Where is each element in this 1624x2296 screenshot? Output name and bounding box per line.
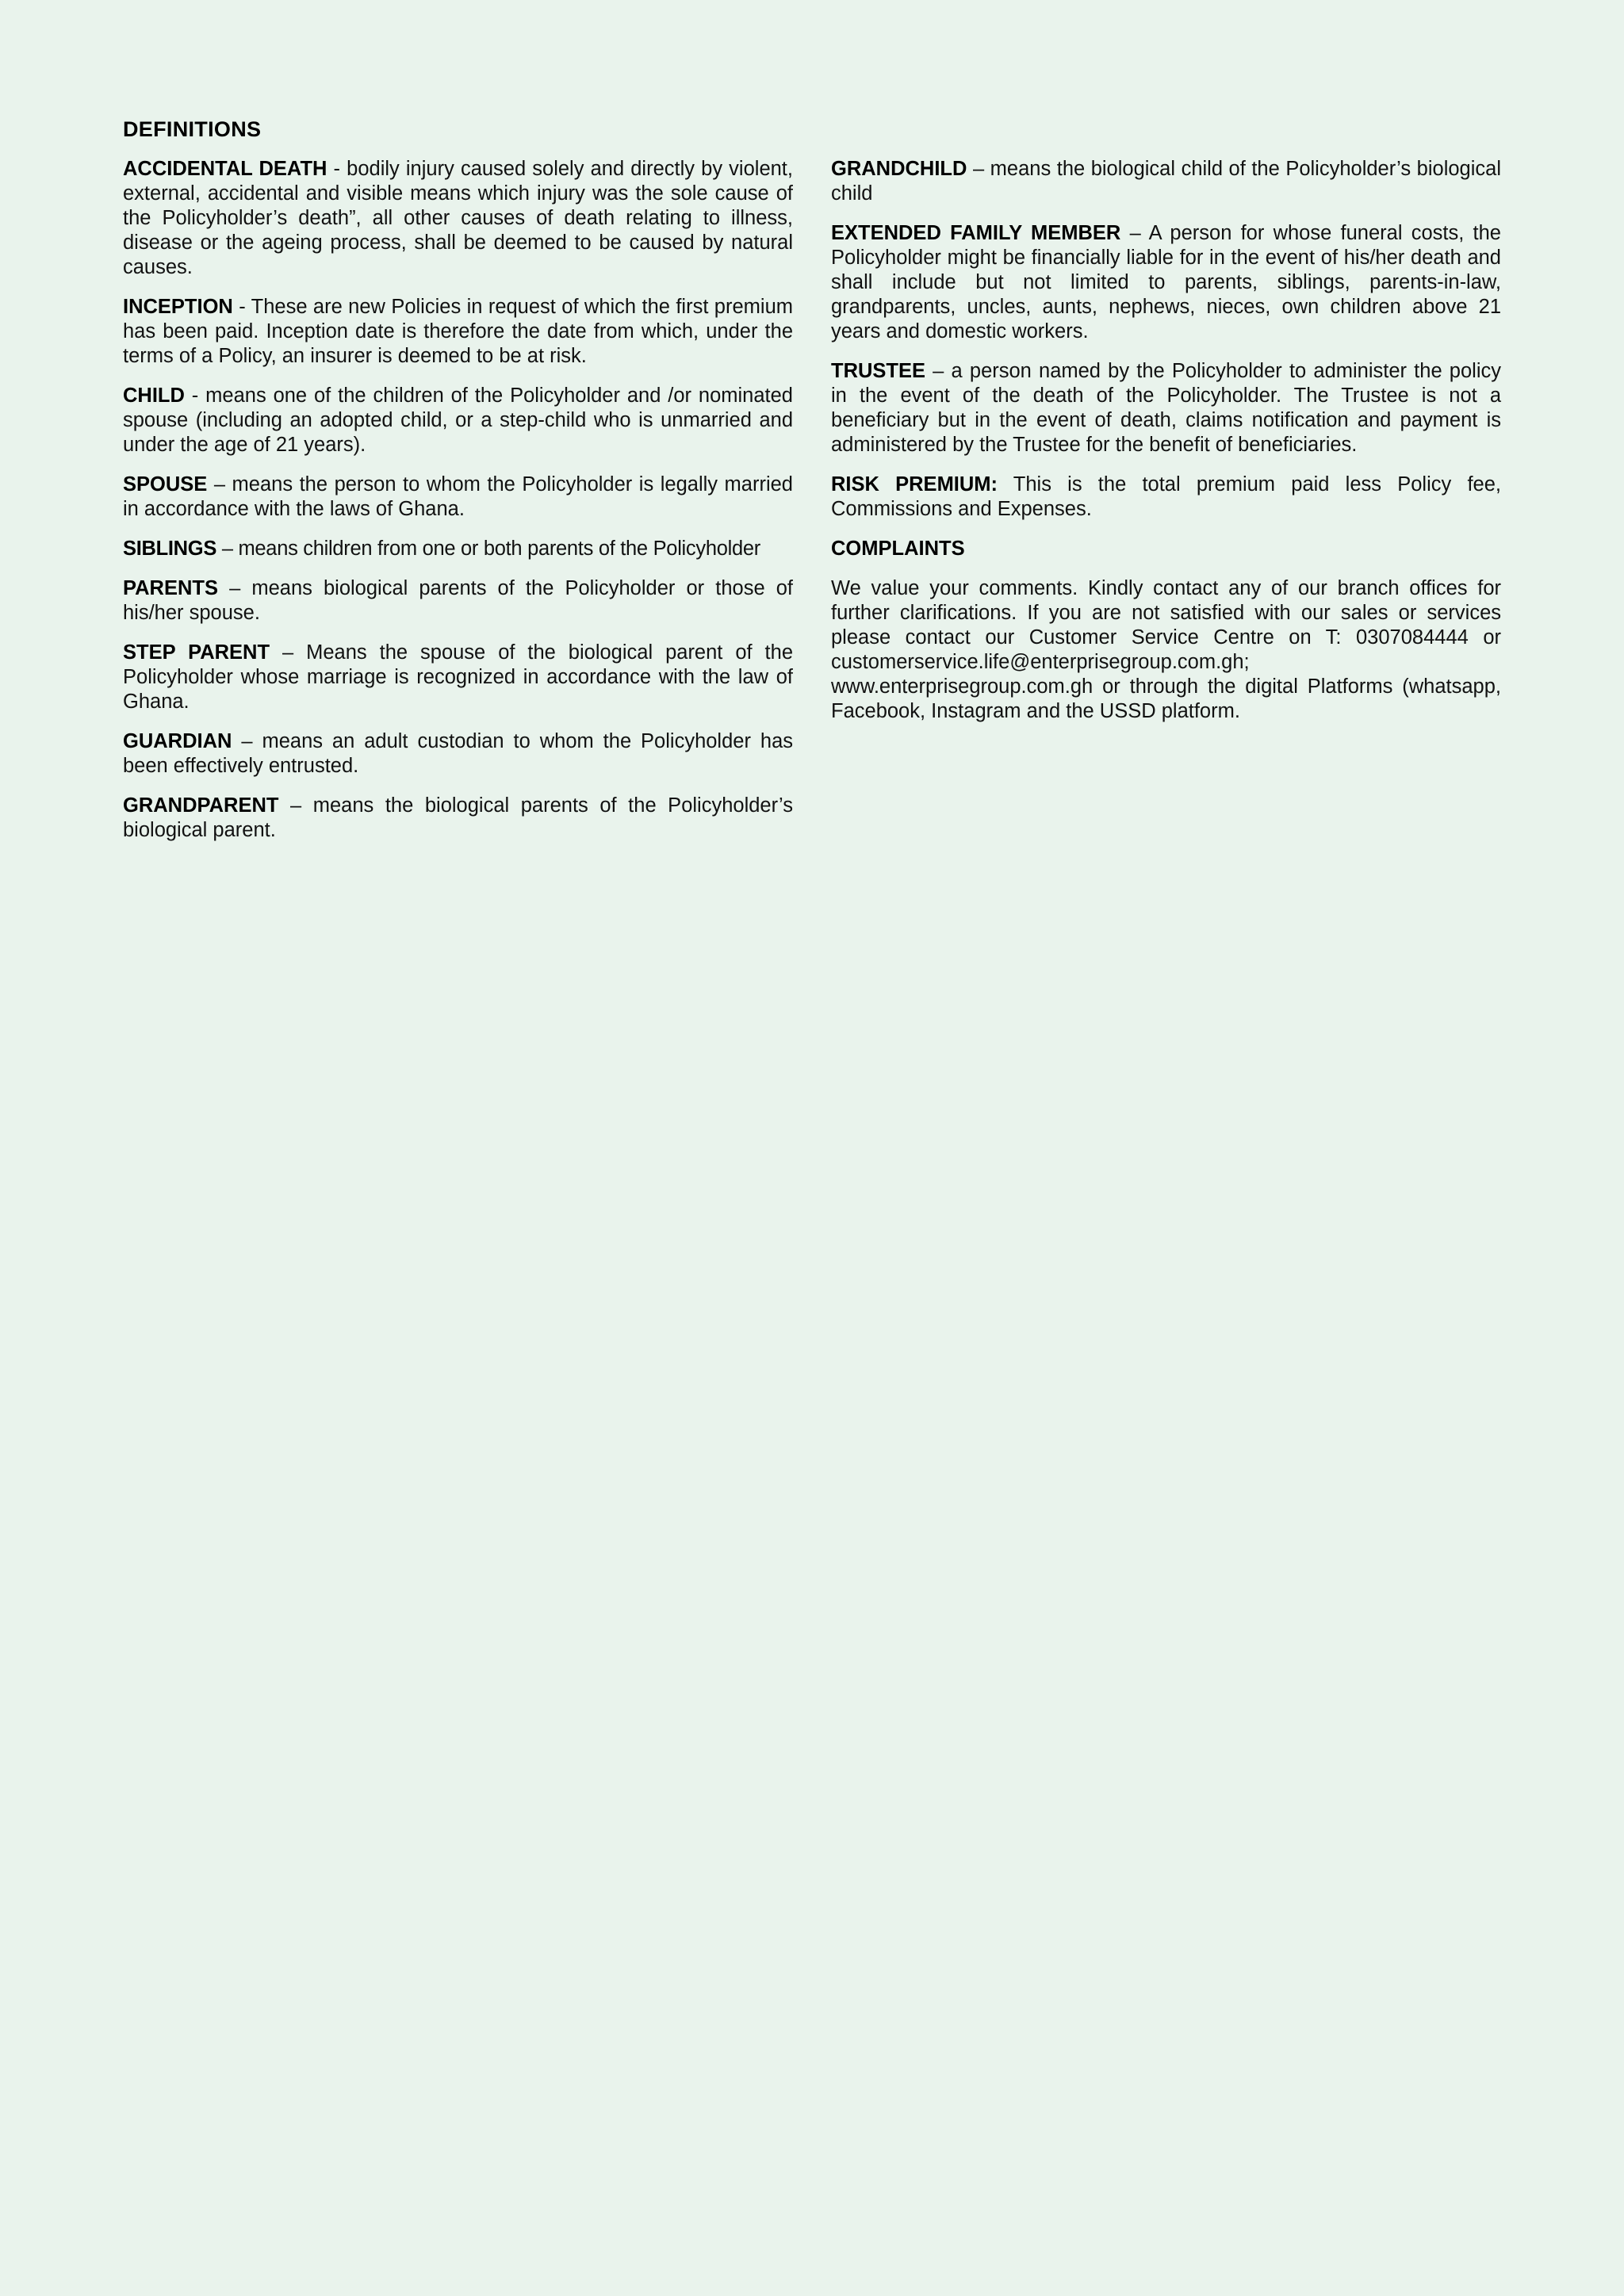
complaints-text: We value your comments. Kindly contact any of our branch offices for further clarifications. If you are not satisfied with our sales or services please contact our Customer Service Centre on T: 0307084444 or customerservice.life@enterprisegroup.com.gh; www.enterprisegroup.com.gh or through the digital Platforms (whatsapp, Facebook, Instagram and the USSD platform.: [831, 577, 1501, 722]
definition-text: – means the biological child of the Policyholder’s biological child: [831, 158, 1501, 205]
definition-child: [123, 384, 793, 457]
definition-term: GRANDCHILD: [831, 158, 967, 180]
definition-siblings: [123, 537, 793, 561]
definition-text: – means the biological parents of the Policyholder’s biological parent.: [123, 794, 793, 841]
definition-term: SPOUSE: [123, 473, 208, 496]
definition-text: - bodily injury caused solely and directly by violent, external, accidental and visible means which injury was the sole cause of the Policyholder’s death”, all other causes of death relating to illness, disease or the ageing process, shall be deemed to be caused by natural causes.: [123, 158, 793, 278]
definition-step-parent: [123, 641, 793, 714]
definition-text: – means an adult custodian to whom the Policyholder has been effectively entrusted.: [123, 730, 793, 777]
definition-accidental-death: [123, 157, 793, 280]
definition-parents: [123, 576, 793, 626]
definition-trustee: [831, 359, 1501, 457]
right-column: [831, 157, 1501, 739]
definition-term: EXTENDED FAMILY MEMBER: [831, 222, 1121, 244]
definition-term: INCEPTION: [123, 296, 233, 318]
definition-guardian: [123, 729, 793, 779]
definition-term: SIBLINGS: [123, 538, 217, 560]
definition-term: GRANDPARENT: [123, 794, 279, 817]
definition-term: ACCIDENTAL DEATH: [123, 158, 327, 180]
complaints-heading: COMPLAINTS: [831, 538, 965, 560]
definition-term: CHILD: [123, 385, 185, 407]
definition-term: GUARDIAN: [123, 730, 232, 752]
definition-inception: [123, 295, 793, 369]
definition-term: RISK PREMIUM:: [831, 473, 998, 496]
definition-text: This is the total premium paid less Policy fee, Commissions and Expenses.: [831, 473, 1501, 520]
definition-grandchild: [831, 157, 1501, 206]
definition-grandparent: [123, 794, 793, 843]
definition-risk-premium: [831, 473, 1501, 522]
definition-text: – means children from one or both parents of the Policyholder: [216, 538, 760, 560]
definition-extended-family-member: [831, 221, 1501, 344]
definition-text: - These are new Policies in request of which the first premium has been paid. Inception date is therefore the date from which, under the terms of a Policy, an insurer is deemed to be at risk.: [123, 296, 793, 367]
definition-term: TRUSTEE: [831, 360, 926, 382]
definitions-heading: DEFINITIONS: [123, 117, 262, 141]
definition-text: – means biological parents of the Policyholder or those of his/her spouse.: [123, 577, 793, 624]
definition-text: – A person for whose funeral costs, the Policyholder might be financially liable for in the event of his/her death and shall include but not limited to parents, siblings, parents-in-law, grandparents, uncles, aunts, nephews, nieces, own children above 21 years and domestic workers.: [831, 222, 1501, 342]
definition-term: PARENTS: [123, 577, 218, 599]
definition-text: – means the person to whom the Policyholder is legally married in accordance with the laws of Ghana.: [123, 473, 793, 520]
definition-text: - means one of the children of the Policyholder and /or nominated spouse (including an adopted child, or a step-child who is unmarried and under the age of 21 years).: [123, 385, 793, 456]
left-column: [123, 157, 793, 858]
definition-spouse: [123, 473, 793, 522]
definition-term: STEP PARENT: [123, 641, 270, 664]
definition-text: – a person named by the Policyholder to administer the policy in the event of the death of the Policyholder. The Trustee is not a beneficiary but in the event of death, claims notification and payment is administered by the Trustee for the benefit of beneficiaries.: [831, 360, 1501, 456]
definition-text: – Means the spouse of the biological parent of the Policyholder whose marriage is recognized in accordance with the law of Ghana.: [123, 641, 793, 713]
